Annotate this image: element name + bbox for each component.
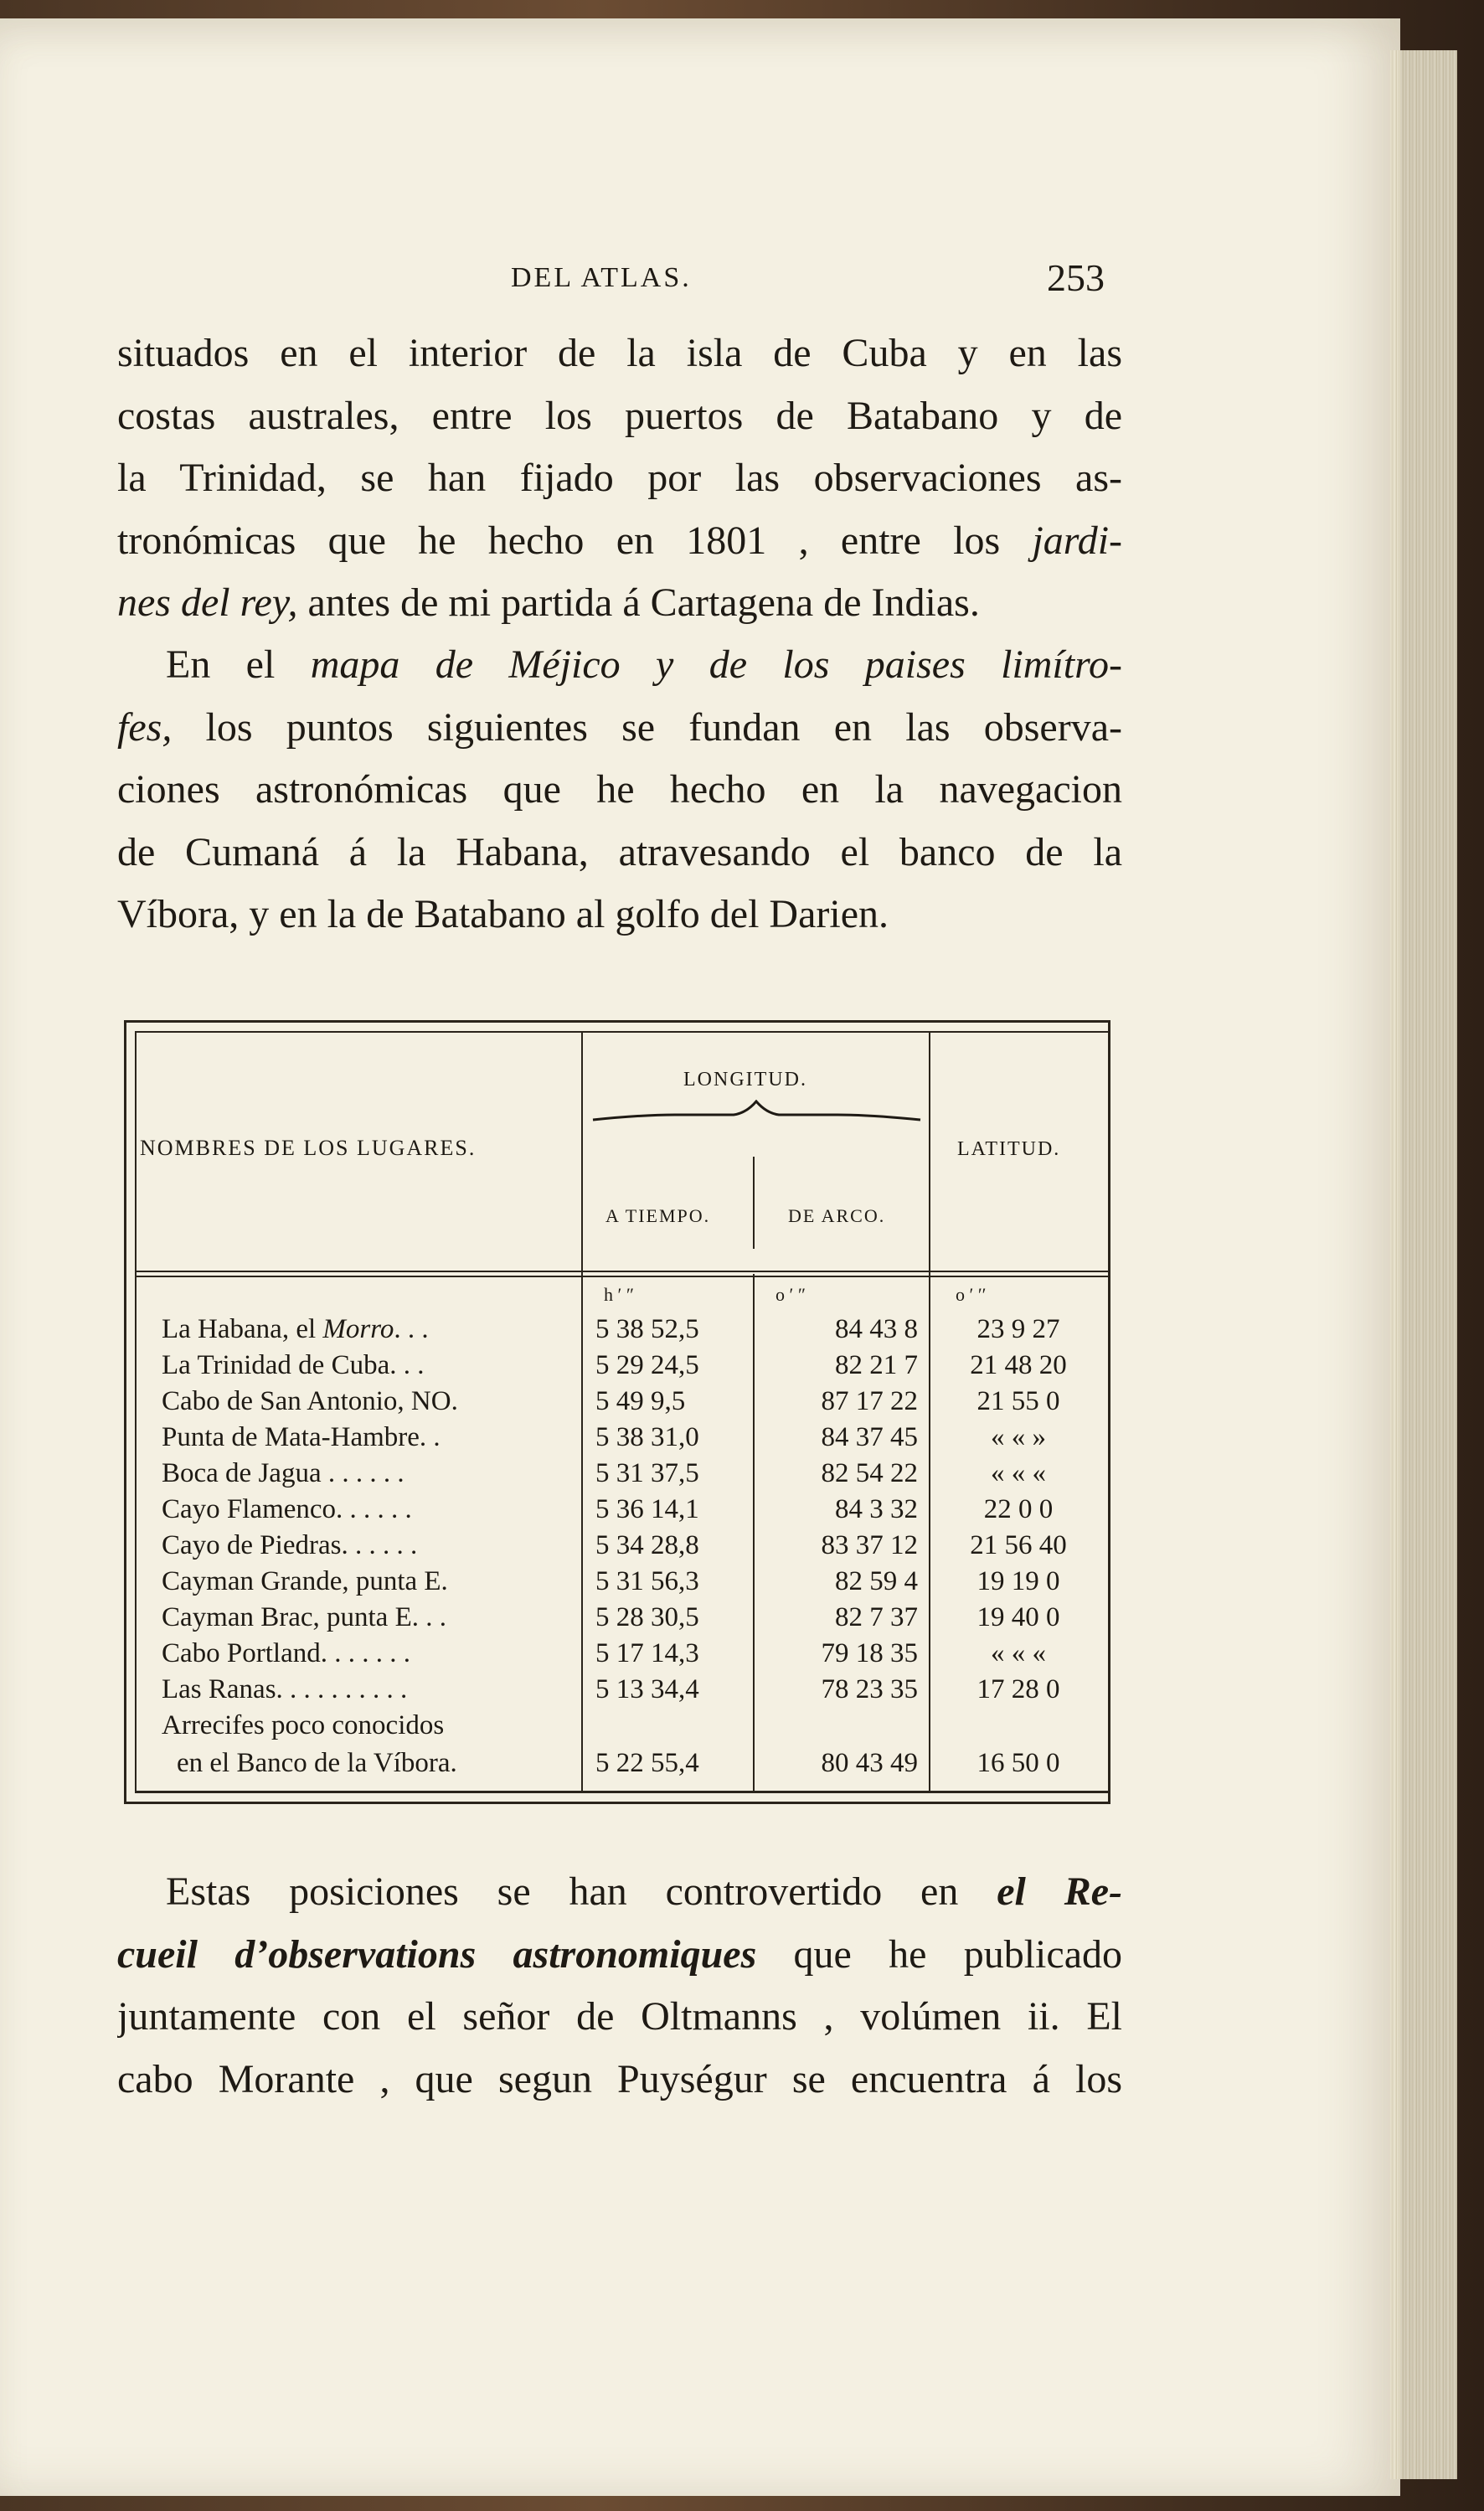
table-row: Las Ranas. . . . . . . . . . 5 13 34,4 78 23 35 17 28 0 bbox=[162, 1674, 1060, 1704]
header-rule bbox=[135, 1276, 1108, 1277]
text-line: nes del rey, antes de mi partida á Cartagena de Indias. bbox=[117, 580, 980, 625]
text-line: Víbora, y en la de Batabano al golfo del Darien. bbox=[117, 892, 889, 936]
paragraph-2 bbox=[117, 634, 1122, 946]
paragraph-3 bbox=[117, 1861, 1122, 2111]
table-row: Cayman Brac, punta E. . . 5 28 30,5 82 7 37 19 40 0 bbox=[162, 1602, 1060, 1632]
header-latitud: LATITUD. bbox=[957, 1138, 1061, 1160]
units-tiempo: h ′ ″ bbox=[604, 1284, 634, 1305]
header-arco: DE ARCO. bbox=[788, 1205, 886, 1226]
page-number: 253 bbox=[1047, 256, 1105, 299]
text-line: cabo Morante , que segun Puységur se encuentra á los bbox=[117, 2056, 1122, 2101]
table-row: Cabo de San Antonio, NO. 5 49 9,5 87 17 22 21 55 0 bbox=[162, 1386, 1060, 1416]
text-line: tronómicas que he hecho en 1801 , entre los jardi- bbox=[117, 518, 1122, 563]
units-latitud: o ′ ′′ bbox=[956, 1284, 987, 1305]
text-line: fes, los puntos siguientes se fundan en las observa- bbox=[117, 704, 1122, 750]
column-divider bbox=[753, 1157, 755, 1249]
table-row: Cayo Flamenco. . . . . . 5 36 14,1 84 3 32 22 0 0 bbox=[162, 1494, 1054, 1524]
table-row: Punta de Mata-Hambre. . 5 38 31,0 84 37 45 « « » bbox=[162, 1422, 1046, 1452]
header-names: NOMBRES DE LOS LUGARES. bbox=[140, 1136, 477, 1160]
text-line: Estas posiciones se han controvertido en el Re- bbox=[166, 1869, 1122, 1914]
page-edges bbox=[1390, 50, 1457, 2479]
table-row: en el Banco de la Víbora. 5 22 55,4 80 43 49 16 50 0 bbox=[177, 1748, 1060, 1778]
text-line: situados en el interior de la isla de Cuba y en las bbox=[117, 331, 1122, 375]
text-line: de Cumaná á la Habana, atravesando el banco de la bbox=[117, 829, 1122, 874]
table-row: Cabo Portland. . . . . . . 5 17 14,3 79 18 35 « « « bbox=[162, 1638, 1046, 1668]
text-line: cueil d’observations astronomiques que he publicado bbox=[117, 1931, 1122, 1977]
running-title: DEL ATLAS. bbox=[511, 262, 692, 293]
text-line: ciones astronómicas que he hecho en la navegacion bbox=[117, 767, 1122, 812]
text-line: En el mapa de Méjico y de los paises limítro- bbox=[166, 642, 1122, 687]
longitud-brace bbox=[591, 1100, 922, 1125]
text-line: costas australes, entre los puertos de Batabano y de bbox=[117, 393, 1122, 438]
table-row: La Trinidad de Cuba. . . 5 29 24,5 82 21 7 21 48 20 bbox=[162, 1350, 1067, 1380]
table-row: Cayo de Piedras. . . . . . 5 34 28,8 83 37 12 21 56 40 bbox=[162, 1530, 1067, 1560]
header-longitud: LONGITUD. bbox=[683, 1069, 807, 1091]
text-line: la Trinidad, se han fijado por las observaciones as- bbox=[117, 456, 1122, 500]
table-row: Cayman Grande, punta E. 5 31 56,3 82 59 4 19 19 0 bbox=[162, 1566, 1060, 1596]
header-tiempo: A TIEMPO. bbox=[605, 1205, 711, 1226]
header-rule bbox=[135, 1271, 1108, 1272]
table-row: Boca de Jagua . . . . . . 5 31 37,5 82 54 22 « « « bbox=[162, 1458, 1046, 1488]
coordinates-table bbox=[124, 1020, 1110, 1804]
table-row: La Habana, el Morro. . . 5 38 52,5 84 43 8 23 9 27 bbox=[162, 1314, 1060, 1344]
paragraph-1 bbox=[117, 322, 1122, 635]
last-row-name-line1: Arrecifes poco conocidos bbox=[162, 1710, 445, 1740]
units-arco: o ′ ″ bbox=[775, 1284, 806, 1305]
page-header bbox=[117, 255, 1122, 306]
text-line: juntamente con el señor de Oltmanns , volúmen ii. El bbox=[117, 1994, 1122, 2039]
